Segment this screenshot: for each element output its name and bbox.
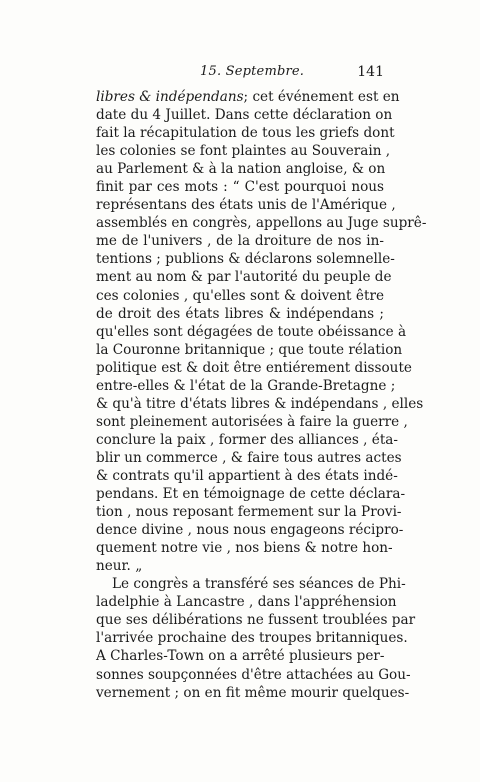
text-line: tentions ; publions & déclarons solemnelle- xyxy=(96,251,395,268)
text-line: pendans. Et en témoignage de cette déclara- xyxy=(96,486,406,503)
page-header xyxy=(0,64,384,86)
text-fragment: ; cet événement est en xyxy=(243,89,400,105)
text-line: vernement ; on en fit même mourir quelques- xyxy=(96,684,410,701)
text-line: quement notre vie , nos biens & notre hon- xyxy=(96,540,393,557)
paragraph-first-line: Le congrès a transféré ses séances de Phi- xyxy=(112,576,406,593)
text-line xyxy=(96,88,400,106)
text-line: ces colonies , qu'elles sont & doivent être xyxy=(96,287,384,304)
text-line: A Charles-Town on a arrêté plusieurs per- xyxy=(96,648,385,665)
text-line: & qu'à titre d'états libres & indépendans , elles xyxy=(96,395,424,412)
text-line: la Couronne britannique ; que toute rélation xyxy=(96,341,403,358)
text-line: que ses délibérations ne fussent troublées par xyxy=(96,612,416,629)
text-line: ladelphie à Lancastre , dans l'appréhension xyxy=(96,594,397,611)
text-line: ment au nom & par l'autorité du peuple de xyxy=(96,269,392,286)
text-line: représentans des états unis de l'Amérique , xyxy=(96,197,396,214)
text-line: au Parlement & à la nation angloise, & on xyxy=(96,161,386,178)
text-line: qu'elles sont dégagées de toute obéissance à xyxy=(96,323,407,340)
text-line: les colonies se font plaintes au Souverain , xyxy=(96,143,391,160)
text-line: dence divine , nous nous engageons récipro- xyxy=(96,522,404,539)
body-text xyxy=(96,88,427,702)
text-line: entre-elles & l'état de la Grande-Bretagne ; xyxy=(96,377,396,394)
text-line: de droit des états libres & indépendans ; xyxy=(96,305,384,322)
text-line: fait la récapitulation de tous les griefs dont xyxy=(96,125,395,142)
text-line: finit par ces mots : “ C'est pourquoi nous xyxy=(96,179,384,196)
text-line: me de l'univers , de la droiture de nos in- xyxy=(96,233,384,250)
running-head: 15. Septembre. xyxy=(200,64,305,79)
page-number: 141 xyxy=(357,64,384,80)
text-line: l'arrivée prochaine des troupes britanniques. xyxy=(96,630,408,647)
italic-phrase: libres & indépendans xyxy=(96,89,244,105)
text-line: politique est & doit être entiérement dissoute xyxy=(96,359,412,376)
text-line: tion , nous reposant fermement sur la Provi- xyxy=(96,504,402,521)
text-line: sonnes soupçonnées d'être attachées au Gou- xyxy=(96,666,411,683)
text-line: & contrats qu'il appartient à des états indé- xyxy=(96,467,398,484)
text-line: conclure la paix , former des alliances , éta- xyxy=(96,431,399,448)
text-line: assemblés en congrès, appellons au Juge suprê- xyxy=(96,215,427,232)
text-line: sont pleinement autorisées à faire la guerre , xyxy=(96,413,408,430)
text-line: date du 4 Juillet. Dans cette déclaration on xyxy=(96,107,393,124)
text-line: neur. „ xyxy=(96,558,143,575)
text-line: blir un commerce , & faire tous autres actes xyxy=(96,449,402,466)
